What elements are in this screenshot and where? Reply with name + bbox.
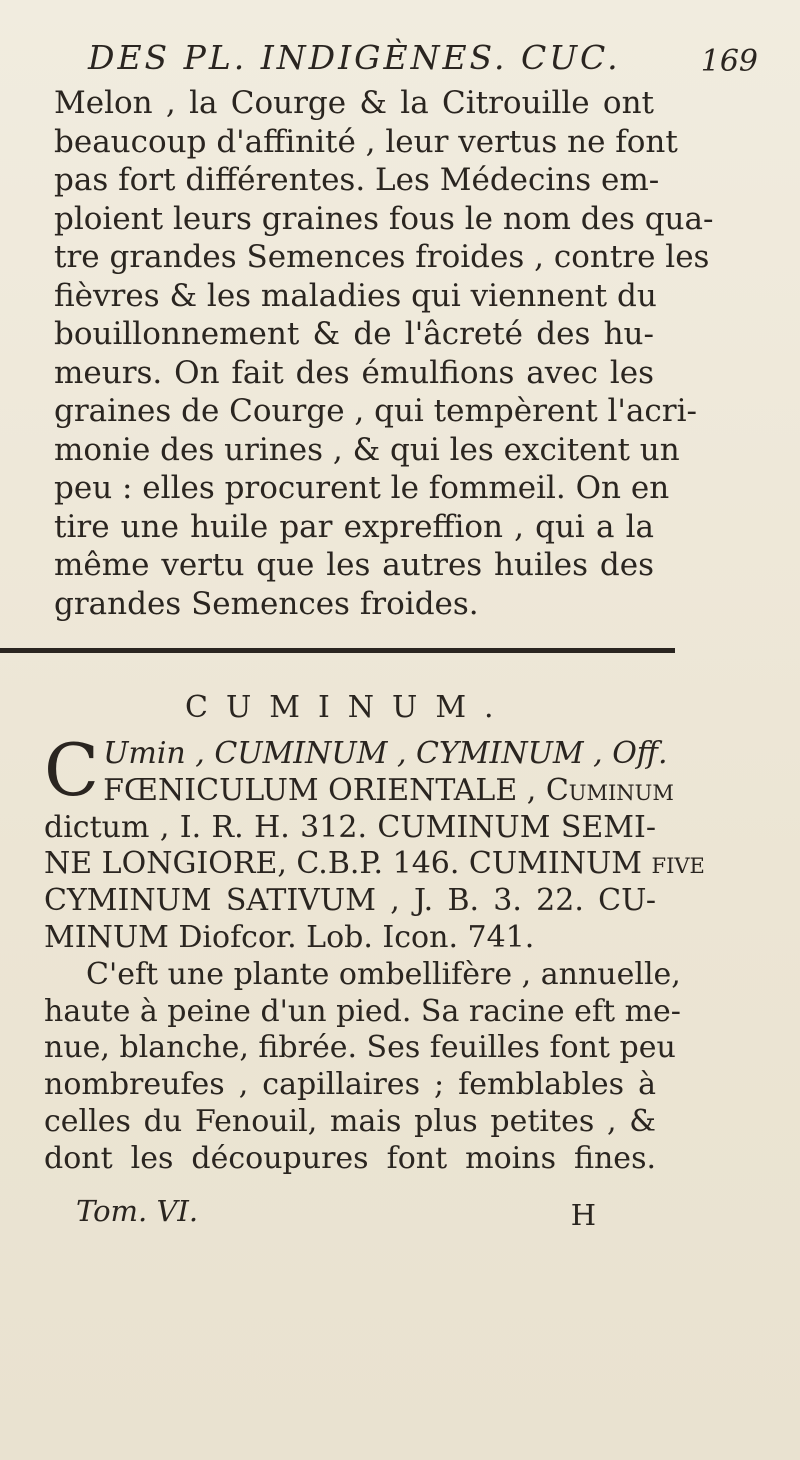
text-line: meurs. On fait des émulfions avec les	[54, 354, 654, 391]
section-title: CUMINUM.	[185, 690, 512, 725]
text-line: fièvres & les maladies qui viennent du	[54, 277, 657, 314]
description-line: C'eft une plante ombellifère , annuelle,	[86, 956, 681, 992]
paragraph-melon	[54, 84, 714, 623]
description-line: haute à peine d'un pied. Sa racine eft me-	[44, 993, 681, 1029]
text-line: Melon , la Courge & la Citrouille ont	[54, 85, 654, 121]
text-line: graines de Courge , qui tempèrent l'acri-	[54, 393, 697, 429]
text-line: même vertu que les autres huiles des	[54, 547, 654, 583]
description-line: nue, blanche, fibrée. Ses feuilles font peu	[44, 1030, 676, 1066]
page-number: 169	[700, 44, 758, 79]
description-line: nombreufes , capillaires ; femblables à	[44, 1067, 656, 1103]
synonymy-line: FŒNICULUM ORIENTALE , Cuminum	[103, 772, 674, 808]
signature-mark: H	[570, 1198, 596, 1232]
text-line: tire une huile par expreffion , qui a la	[54, 508, 654, 545]
synonymy-line: dictum , I. R. H. 312. CUMINUM SEMI-	[44, 809, 656, 845]
text-line: ploient leurs graines fous le nom des qua-	[54, 200, 714, 237]
drop-cap: C	[44, 728, 100, 812]
synonymy-line: NE LONGIORE, C.B.P. 146. CUMINUM five	[44, 846, 705, 882]
text-line: peu : elles procurent le fommeil. On en	[54, 470, 670, 506]
description-line: dont les découpures font moins fines.	[44, 1140, 656, 1176]
synonymy-line: Umin , CUMINUM , CYMINUM , Off.	[103, 736, 668, 771]
description-line: celles du Fenouil, mais plus petites , &	[44, 1103, 656, 1139]
text-line: pas fort différentes. Les Médecins em-	[54, 162, 660, 198]
entry-cuminum	[44, 728, 705, 1178]
volume-mark: Tom. VI.	[76, 1194, 199, 1228]
text-line: grandes Semences froides.	[54, 585, 479, 622]
running-head: DES PL. INDIGÈNES. CUC.	[88, 38, 621, 77]
page-footer	[76, 1194, 596, 1234]
page-header	[88, 38, 758, 88]
text-line: beaucoup d'affinité , leur vertus ne font	[54, 123, 678, 160]
section-divider	[0, 648, 675, 653]
text-line: bouillonnement & de l'âcreté des hu-	[54, 316, 654, 352]
text-line: tre grandes Semences froides , contre les	[54, 239, 710, 275]
synonymy-line: MINUM Diofcor. Lob. Icon. 741.	[44, 919, 535, 955]
synonymy-line: CYMINUM SATIVUM , J. B. 3. 22. CU-	[44, 883, 656, 919]
text-line: monie des urines , & qui les excitent un	[54, 431, 680, 468]
